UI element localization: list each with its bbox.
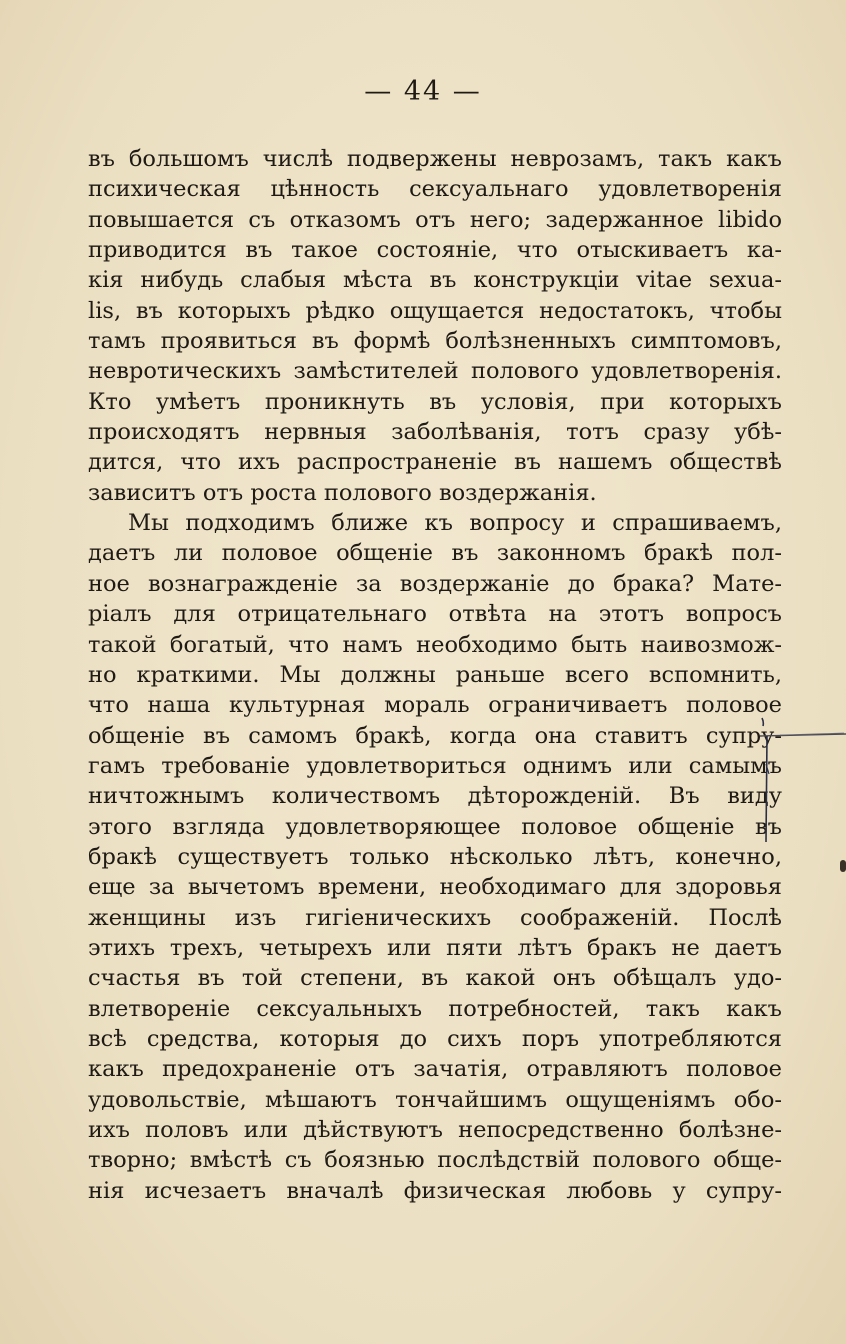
text-line: этихъ трехъ, четырехъ или пяти лѣтъ бракъ не даетъ [88, 934, 782, 961]
text-line: даетъ ли половое общеніе въ законномъ бракѣ пол- [88, 540, 782, 567]
text-line: бракѣ существуетъ только нѣсколько лѣтъ, конечно, [88, 843, 782, 870]
text-line: ріалъ для отрицательнаго отвѣта на этотъ вопросъ [88, 601, 782, 628]
text-line: приводится въ такое состояніе, что отыскиваетъ ка- [88, 237, 782, 264]
text-line: Кто умѣетъ проникнуть въ условія, при которыхъ [88, 388, 782, 415]
text-line: ихъ половъ или дѣйствуютъ непосредственно болѣзне- [88, 1117, 782, 1143]
text-line: но краткими. Мы должны раньше всего вспомнить, [88, 661, 782, 688]
text-line: общеніе въ самомъ бракѣ, когда она ставитъ супру- [88, 722, 782, 749]
text-line: какъ предохраненіе отъ зачатія, отравляютъ половое [88, 1056, 782, 1083]
text-line: происходятъ нервныя заболѣванія, тотъ сразу убѣ- [88, 419, 782, 446]
text-line: повышается съ отказомъ отъ него; задержанное libido [88, 206, 782, 233]
text-line: еще за вычетомъ времени, необходимаго для здоровья [88, 874, 782, 901]
text-line: невротическихъ замѣстителей полового удовлетворенія. [88, 358, 782, 385]
text-line: зависитъ отъ роста полового воздержанія. [88, 479, 597, 506]
text-line: ничтожнымъ количествомъ дѣторожденій. Въ виду [88, 783, 782, 810]
text-line: гамъ требованіе удовлетвориться однимъ или самымъ [88, 752, 782, 779]
text-line: lis, въ которыхъ рѣдко ощущается недостатокъ, чтобы [88, 297, 782, 324]
page-number: — 44 — [364, 76, 482, 107]
text-line: счастья въ той степени, въ какой онъ обѣщалъ удо- [88, 965, 782, 992]
text-line: такой богатый, что намъ необходимо быть наивозмож- [88, 631, 782, 658]
text-line: этого взгляда удовлетворяющее половое общеніе въ [88, 813, 782, 840]
text-line: удовольствіе, мѣшаютъ тончайшимъ ощущеніямъ обо- [88, 1086, 782, 1113]
body-text [88, 144, 782, 1206]
text-line: тамъ проявиться въ формѣ болѣзненныхъ симптомовъ, [88, 328, 782, 355]
text-line: женщины изъ гигіеническихъ соображеній. Послѣ [88, 904, 782, 931]
text-line: всѣ средства, которыя до сихъ поръ употребляются [88, 1025, 782, 1052]
text-line: что наша культурная мораль ограничиваетъ половое [88, 692, 782, 719]
text-line: творно; вмѣстѣ съ боязнью послѣдствій полового обще- [88, 1147, 782, 1174]
binding-mark [840, 860, 846, 872]
text-line: кія нибудь слабыя мѣста въ конструкціи vitae sexua- [88, 267, 782, 294]
text-line: дится, что ихъ распространеніе въ нашемъ обществѣ [88, 449, 782, 476]
text-line: ное вознагражденіе за воздержаніе до брака? Мате- [88, 570, 782, 597]
text-line: нія исчезаетъ вначалѣ физическая любовь у супру- [88, 1177, 782, 1204]
text-line: влетвореніе сексуальныхъ потребностей, такъ какъ [88, 995, 782, 1022]
text-line: психическая цѣнность сексуальнаго удовлетворенія [88, 176, 782, 203]
pencil-margin-mark [760, 716, 846, 846]
text-line: Мы подходимъ ближе къ вопросу и спрашиваемъ, [128, 510, 782, 537]
text-line: въ большомъ числѣ подвержены неврозамъ, такъ какъ [88, 146, 782, 172]
